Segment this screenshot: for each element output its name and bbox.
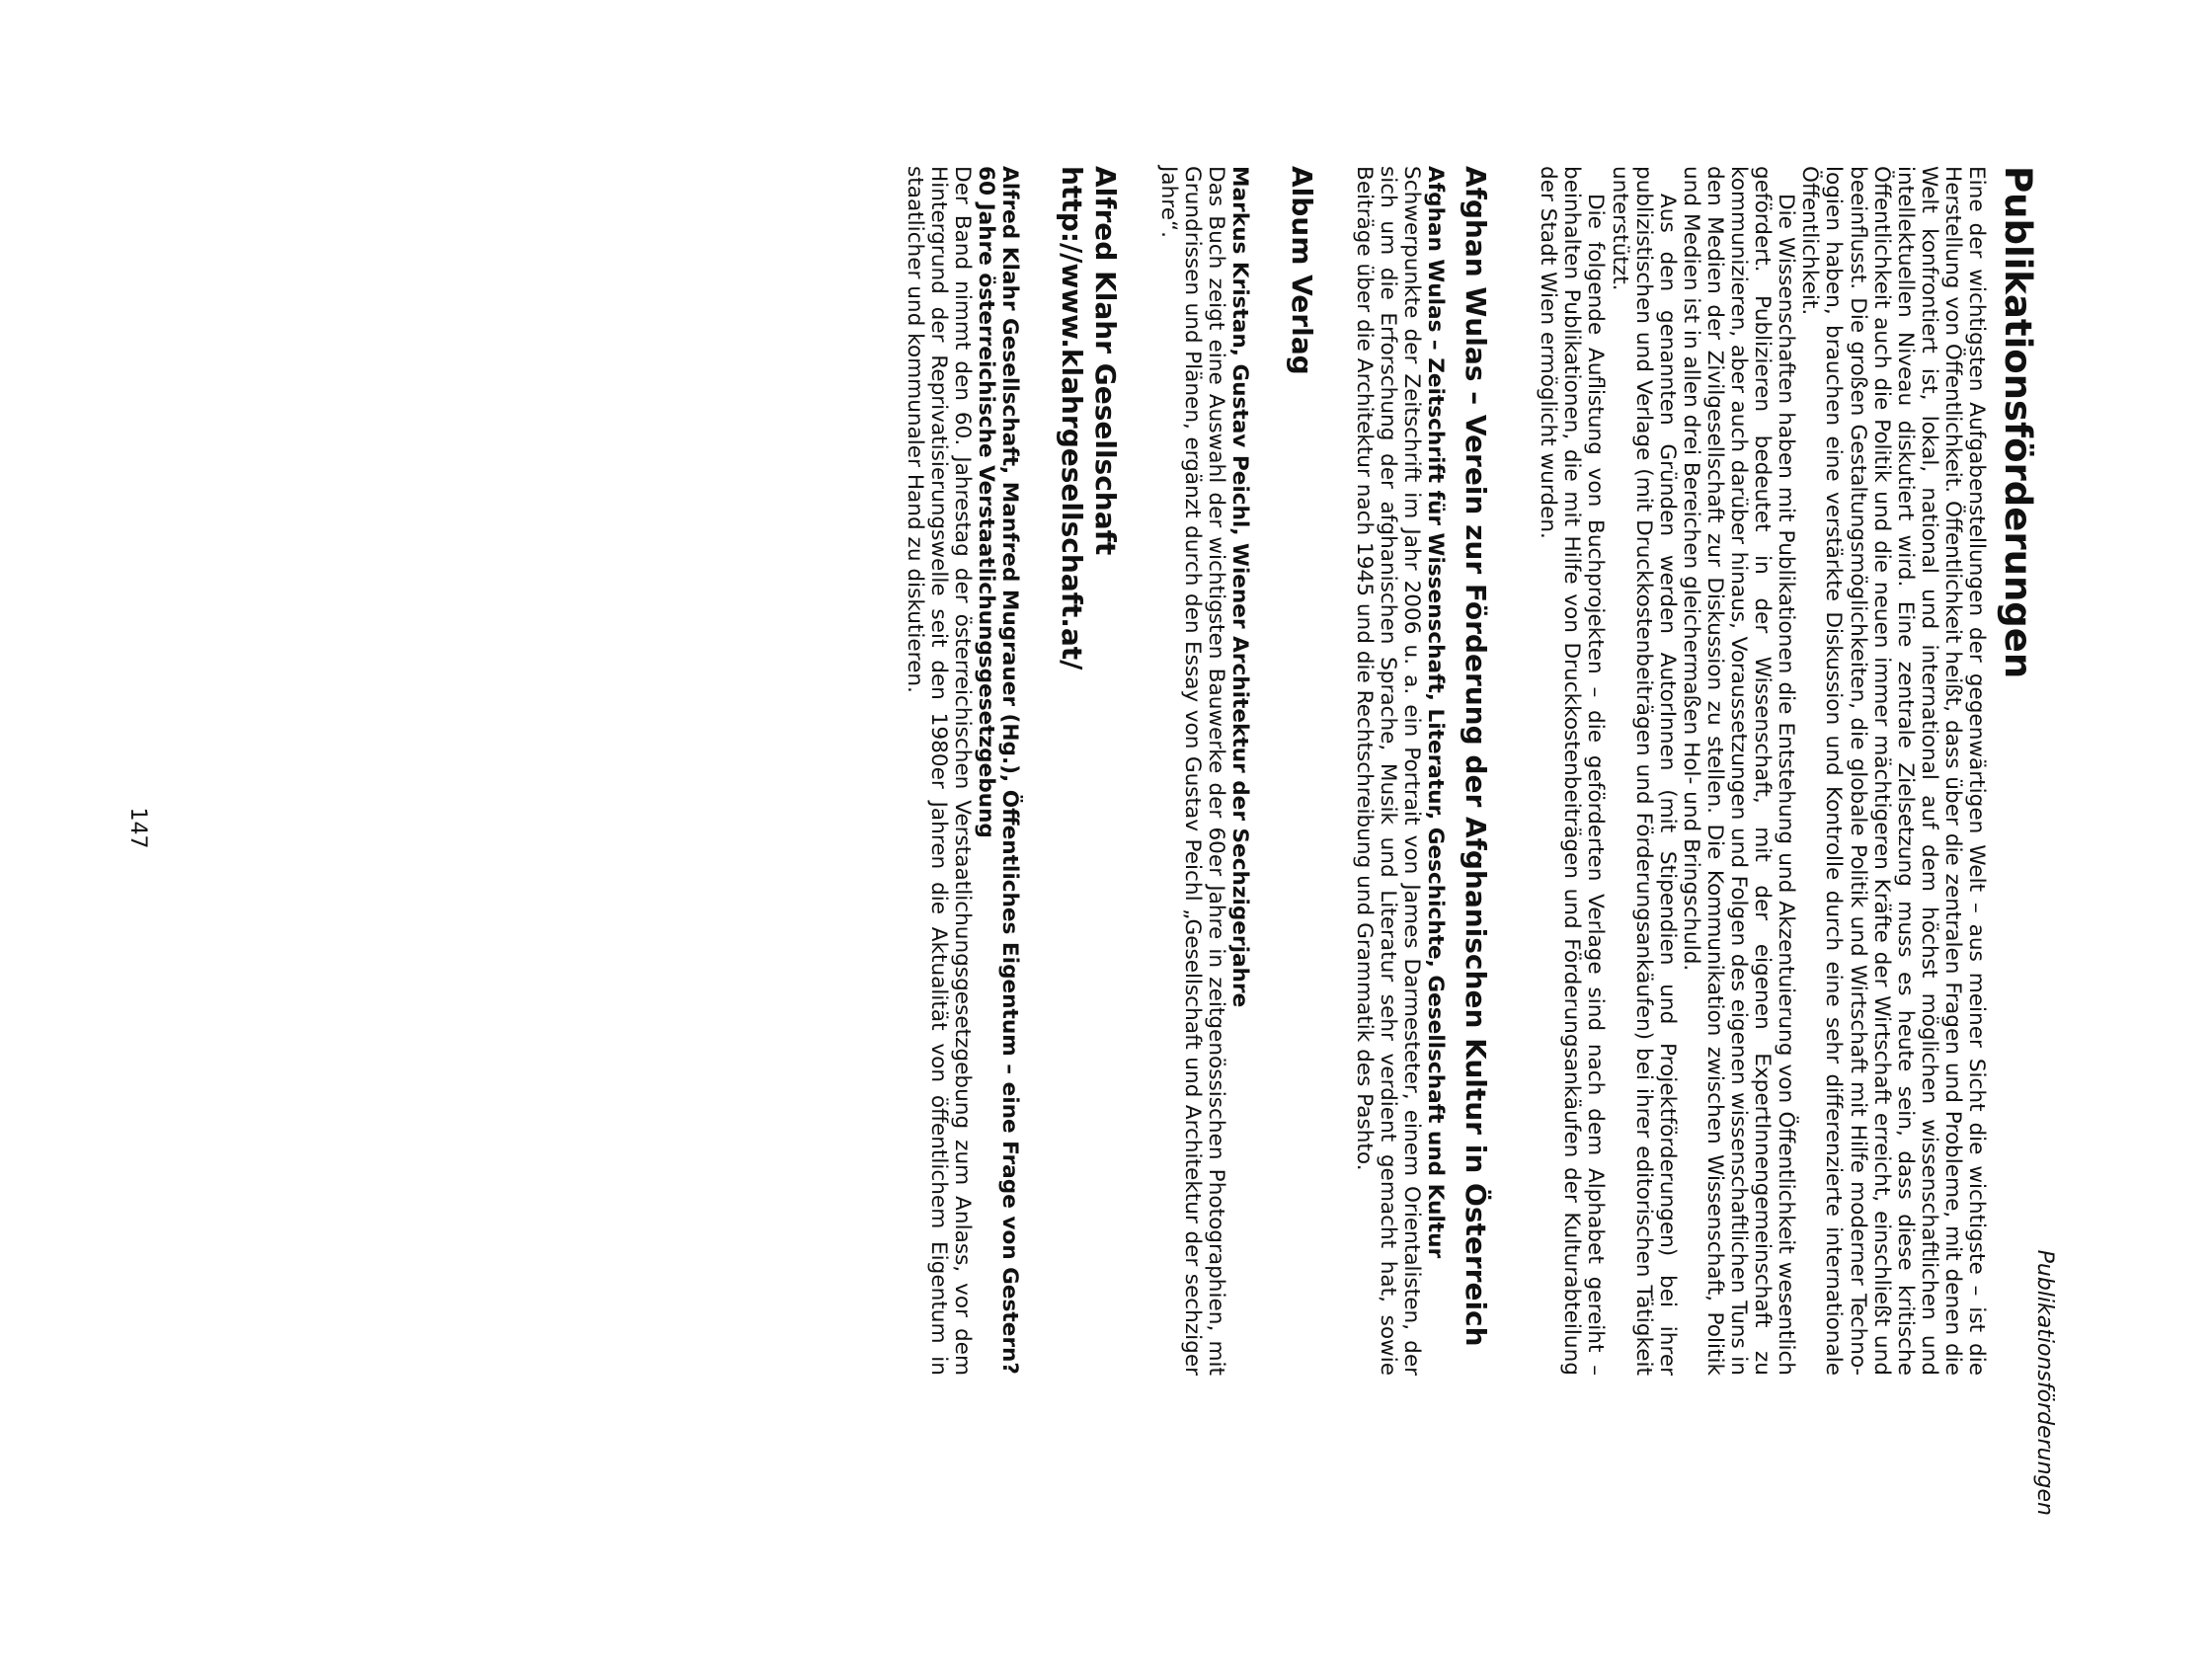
page-number: 147 (125, 807, 150, 849)
intro-paragraph-1: Eine der wichtigsten Aufgabenstellungen der gegenwärtigen Welt – aus meiner Sicht die wichtigste – ist die Herstellung von Öffentlichkeit. Öffentlichkeit heißt, dass über die zentralen Fragen und Probleme, mit denen die Welt konfrontiert ist, lokal, national und international auf dem höchst möglichen wissenschaftlichen und intellektuellen Niveau diskutiert wird. Eine zentrale Zielsetzung muss es heute sein, dass diese kritische Öffentlichkeit auch die Politik und die neuen immer mächtigeren Kräfte der Wirtschaft erreicht, einschließt und beeinflusst. Die großen Gestaltungsmöglichkeiten, die globale Politik und Wirtschaft mit Hilfe moderner Technologien haben, brauchen eine verstärkte Diskussion und Kontrolle durch eine sehr differenzierte internationale Öffentlichkeit. (1797, 166, 1989, 1376)
page-content (903, 166, 2039, 1376)
entry-title-alfred-klahr: Alfred Klahr Gesellschaft, Manfred Mugrauer (Hg.), Öffentliches Eigentum – eine Frage von Gestern? 60 Jahre österreichische Verstaatlichungsgesetzgebung (974, 166, 1023, 1375)
intro-paragraph-2: Die Wissenschaften haben mit Publikationen die Entstehung und Akzentuierung von Öffentlichkeit wesentlich gefördert. Publizieren bedeutet in der Wissenschaft, mit der eigenen ExpertInnengemeinschaft zu kommunizieren, aber auch darüber hinaus, Voraussetzungen und Folgen des eigenen wissenschaftlichen Tuns in den Medien der Zivilgesellschaft zur Diskussion zu stellen. Die Kommunikation zwischen Wissenschaft, Politik und Medien ist in allen drei Bereichen gleichermaßen Hol- und Bringschuld. (1678, 166, 1799, 1376)
entry-title-afghan-wulas: Afghan Wulas – Zeitschrift für Wissenschaft, Literatur, Geschichte, Gesellschaft und Kultur (1423, 166, 1449, 1259)
section-url-alfred-klahr: http://www.klahrgesellschaft.at/ (1056, 166, 1089, 670)
entry-text-alfred-klahr: Der Band nimmt den 60. Jahrestag der österreichischen Verstaatlichungsgesetzgebung zum Anlass, vor dem Hintergrund der Reprivatisierungswelle seit den 1980er Jahren die Aktualität von öffentlichem Eigentum in staatlicher und kommunaler Hand zu diskutieren. (903, 166, 976, 1376)
entry-title-album-verlag: Markus Kristan, Gustav Peichl, Wiener Architektur der Sechzigerjahre (1226, 166, 1252, 1008)
entry-text-album-verlag: Das Buch zeigt eine Auswahl der wichtigsten Bauwerke der 60er Jahre in zeitgenössischen Photographien, mit Grundrissen und Plänen, ergänzt durch den Essay von Gustav Peichl „Gesellschaft und Architektur der sechziger Jahre“. (1155, 166, 1228, 1376)
section-heading-album-verlag: Album Verlag (1285, 166, 1318, 375)
entry-text-afghan-wulas: Schwerpunkte der Zeitschrift im Jahr 2006 u. a. ein Portrait von James Darmesteter, einem Orientalisten, der sich um die Erforschung der afghanischen Sprache, Musik und Literatur sehr verdient gemacht hat, sowie Beiträge über die Architektur nach 1945 und die Rechtschreibung und Grammatik des Pashto. (1351, 166, 1425, 1376)
intro-paragraph-4: Die folgende Auflistung von Buchprojekten – die geförderten Verlage sind nach dem Alphabet gereiht – beinhalten Publikationen, die mit Hilfe von Druckkostenbeiträgen und Förderungsankäufen der Kulturabteilung der Stadt Wien ermöglicht wurden. (1536, 166, 1609, 1376)
section-heading-alfred-klahr: Alfred Klahr Gesellschaft (1089, 166, 1123, 556)
intro-paragraph-3: Aus den genannten Gründen werden AutorInnen (mit Stipendien und Projektförderungen) bei ihrer publizistischen und Verlage (mit Druckkostenbeiträgen und Förderungsankäufen) bei ihrer editorischen Tätigkeit unterstützt. (1607, 166, 1680, 1376)
section-heading-afghan-wulas: Afghan Wulas – Verein zur Förderung der Afghanischen Kultur in Österreich (1460, 166, 1493, 1347)
page-title: Publikationsförderungen (1997, 166, 2039, 679)
running-head: Publikationsförderungen (2032, 1249, 2057, 1516)
